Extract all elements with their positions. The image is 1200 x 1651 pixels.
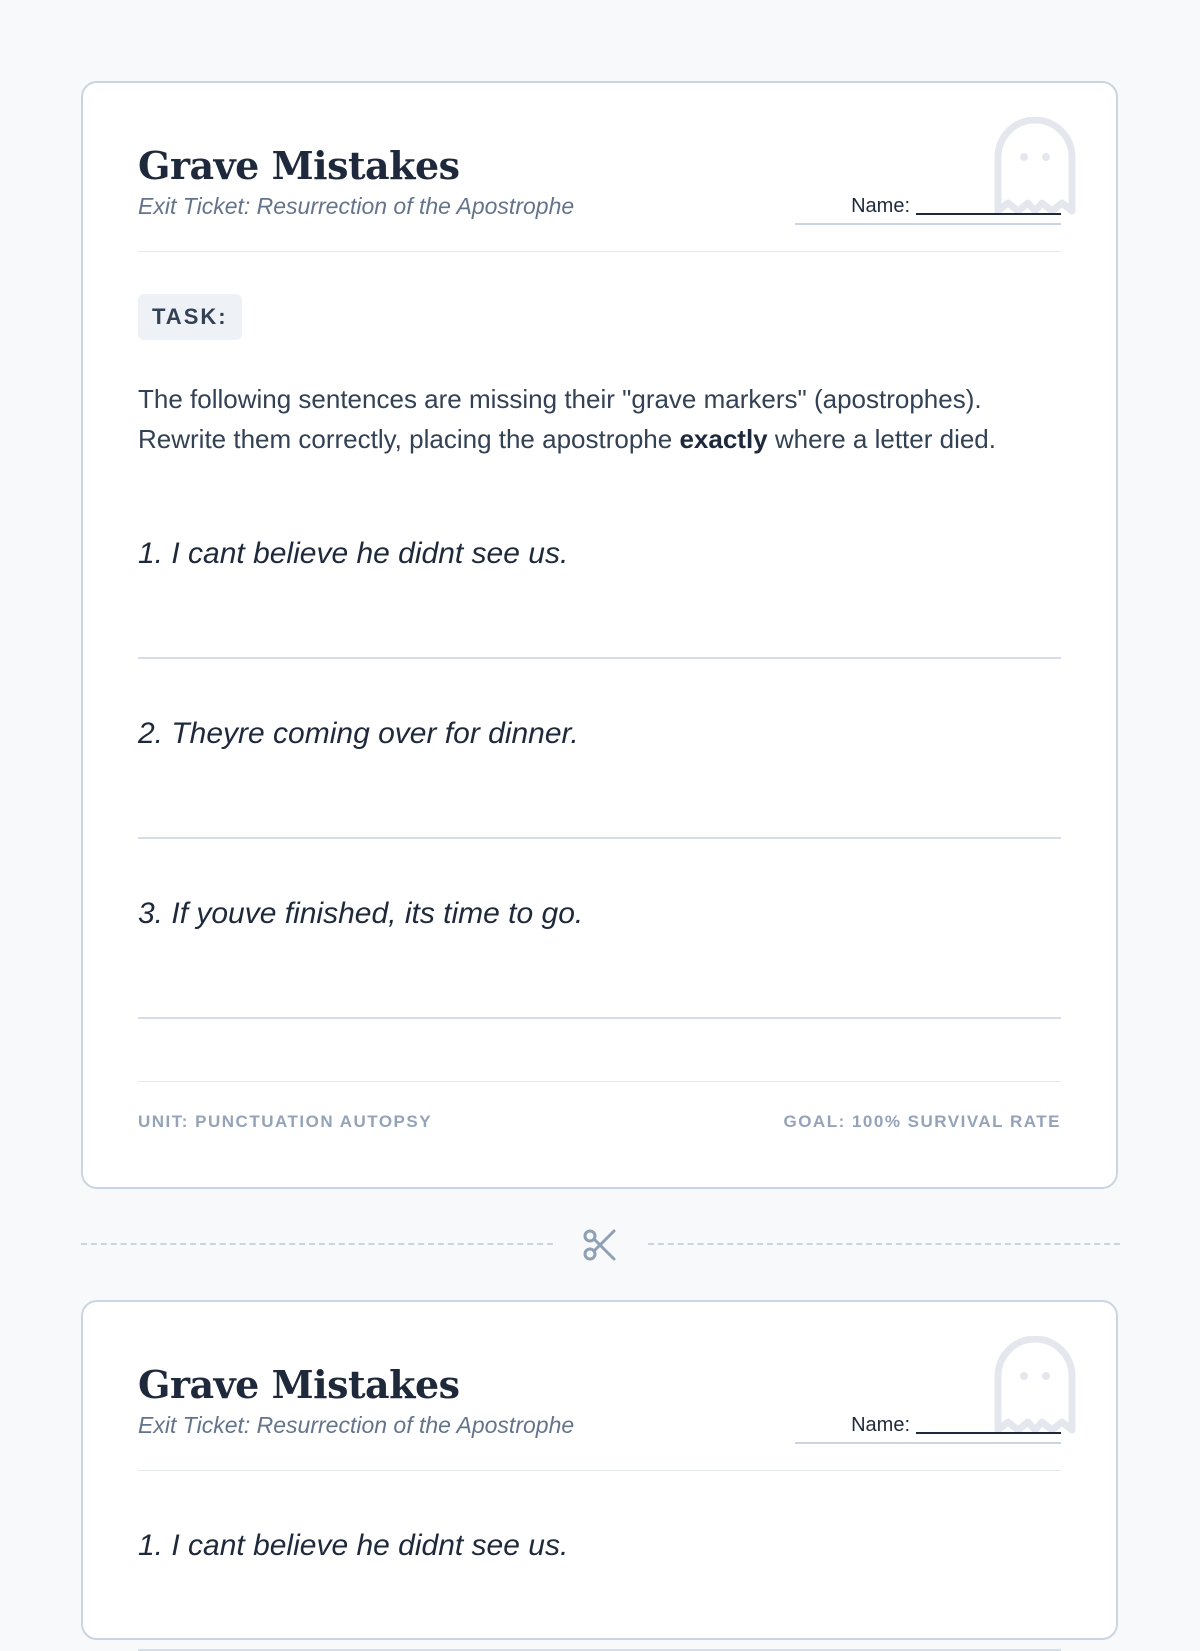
task-badge: TASK:	[138, 294, 242, 340]
question-item[interactable]	[138, 717, 1061, 839]
name-field[interactable]	[795, 1408, 1061, 1444]
scissors-icon	[580, 1225, 620, 1265]
ticket-title: Grave Mistakes	[138, 1362, 460, 1407]
exit-ticket-card	[81, 81, 1118, 1189]
ticket-footer	[138, 1081, 1061, 1142]
question-text: 1. I cant believe he didnt see us.	[138, 537, 569, 570]
name-blank-line	[916, 212, 1061, 215]
footer-goal: GOAL: 100% SURVIVAL RATE	[783, 1112, 1061, 1131]
ticket-title: Grave Mistakes	[138, 143, 460, 188]
name-label: Name:	[851, 194, 910, 217]
ticket-header	[138, 135, 1061, 252]
question-item[interactable]	[138, 1529, 1061, 1651]
ticket-subtitle: Exit Ticket: Resurrection of the Apostrophe	[138, 1412, 575, 1438]
name-label: Name:	[851, 1413, 910, 1436]
cut-line-right	[648, 1243, 1120, 1247]
name-blank-line	[916, 1431, 1061, 1434]
cut-line-left	[81, 1243, 553, 1247]
instructions-emphasis: exactly	[679, 424, 768, 454]
question-text: 1. I cant believe he didnt see us.	[138, 1529, 569, 1562]
ticket-subtitle: Exit Ticket: Resurrection of the Apostrophe	[138, 193, 575, 219]
ticket-header	[138, 1354, 1061, 1471]
question-item[interactable]	[138, 537, 1061, 659]
instructions-text-start: The following sentences are missing their "grave markers" (apostrophes). Rewrite them correctly, placing the apostrophe	[138, 384, 982, 454]
question-item[interactable]	[138, 897, 1061, 1019]
exit-ticket-card	[81, 1300, 1118, 1640]
question-text: 3. If youve finished, its time to go.	[138, 897, 584, 930]
question-text: 2. Theyre coming over for dinner.	[138, 717, 579, 750]
task-instructions	[138, 379, 1041, 459]
name-field[interactable]	[795, 189, 1061, 225]
instructions-text-end: where a letter died.	[767, 424, 996, 454]
footer-unit: UNIT: PUNCTUATION AUTOPSY	[138, 1112, 433, 1131]
